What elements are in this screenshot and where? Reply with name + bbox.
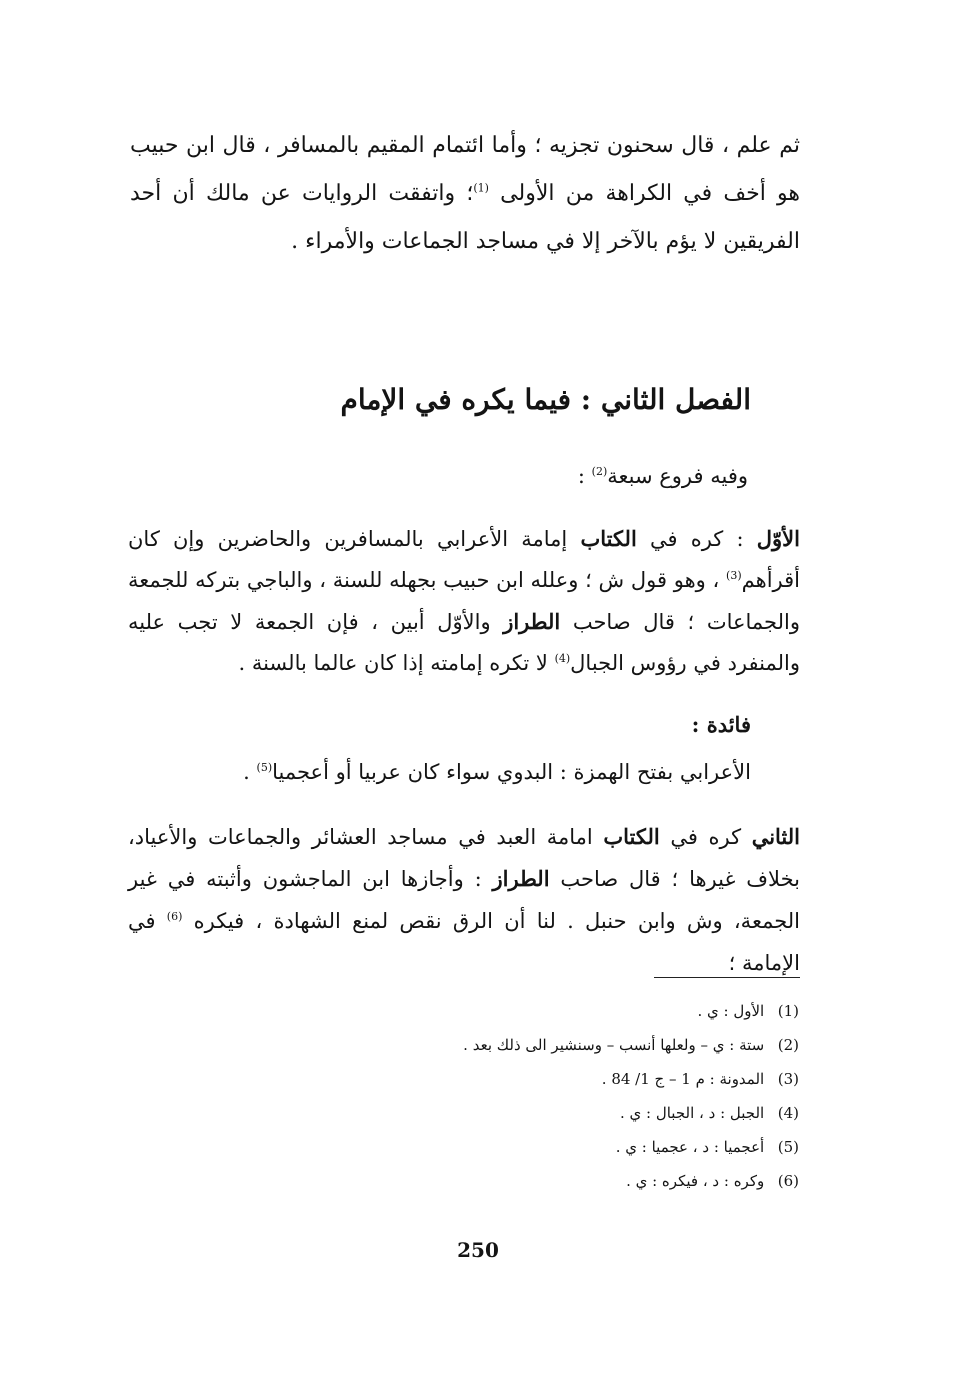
footnote-number: (2)	[777, 1036, 799, 1054]
faida-heading	[692, 712, 751, 737]
footnote-item	[463, 1168, 799, 1202]
footnote-ref-6: (6)	[166, 910, 183, 923]
footnote-item	[463, 1100, 799, 1134]
footnote-number: (1)	[777, 1002, 799, 1020]
footnote-ref-4: (4)	[554, 652, 571, 665]
section-intro	[578, 464, 748, 488]
page-number: 250	[457, 1238, 499, 1262]
faida-text	[243, 760, 751, 784]
first-branch-text-2: إمامة الأعرابي بالمسافرين والحاضرين وإن كان أقرأهم	[128, 527, 800, 592]
footnote-item	[463, 1066, 799, 1100]
second-branch-text-3: : وأجازها ابن الماجشون وأثبته في غير الجمعة، وش وابن حنبل . لنا أن الرق نقص لمنع الشهادة ، فيكره	[128, 867, 801, 933]
top-paragraph	[130, 122, 800, 266]
top-paragraph-text-2: ؛ واتفقت الروايات عن مالك أن أحد الفريقين لا يؤم بالآخر إلا في مساجد الجماعات والأمراء .	[130, 181, 800, 254]
second-branch-text-1: كره في	[659, 825, 752, 849]
kitab-term-2: الكتاب	[603, 824, 660, 849]
section-intro-text: وفيه فروع سبعة	[607, 464, 748, 488]
footnote-ref-2: (2)	[591, 465, 608, 478]
second-branch-text-4: في الإمامة ؛	[128, 909, 800, 975]
second-branch-label: الثاني	[751, 824, 801, 849]
second-branch-paragraph	[128, 816, 800, 984]
footnote-number: (3)	[777, 1070, 799, 1088]
faida-body: الأعرابي بفتح الهمزة : البدوي سواء كان عربيا أو أعجميا	[272, 760, 751, 784]
first-branch-label: الأوّل	[756, 526, 800, 551]
footnote-ref-1: (1)	[473, 181, 489, 195]
footnote-number: (6)	[777, 1172, 799, 1190]
footnote-text: الأول : ي .	[697, 1002, 765, 1020]
section-heading: الفصل الثاني : فيما يكره في الإمام	[340, 383, 751, 416]
footnote-item	[463, 998, 799, 1032]
first-branch-text-5: لا تكره إمامته إذا كان عالما بالسنة .	[238, 651, 555, 675]
first-branch-text-1: : كره في	[636, 527, 757, 551]
footnote-text: المدونة : م 1 – ج 1/ 84 .	[601, 1070, 765, 1088]
second-branch-text-2: امامة العبد في مساجد العشائر والجماعات والأعياد، بخلاف غيرها ؛ قال صاحب	[128, 825, 800, 891]
section-intro-tail: :	[577, 464, 592, 488]
footnote-item	[463, 1032, 799, 1066]
top-paragraph-text-1: ثم علم ، قال سحنون تجزيه ؛ وأما ائتمام المقيم بالمسافر ، قال ابن حبيب هو أخف في الكراهة من الأولى	[130, 133, 800, 206]
footnote-text: الجبل : د ، الجبال : ي .	[619, 1104, 765, 1122]
footnote-text: وكره : د ، فيكره : ي .	[626, 1172, 765, 1190]
footnotes	[463, 998, 799, 1202]
kitab-term: الكتاب	[580, 526, 637, 551]
faida-colon: :	[691, 712, 707, 737]
footnote-text: ستة : ي – ولعلها أنسب – وسنشير الى ذلك بعد .	[463, 1036, 765, 1054]
faida-label: فائدة	[706, 712, 751, 737]
first-branch-text-3: ، وهو قول ش ؛ وعلله ابن حبيب بجهله للسنة ، والباجي بتركه للجمعة والجماعات ؛ قال صاحب	[128, 568, 800, 634]
first-branch-text-4: والأوّل أبين ، فإن الجمعة لا تجب عليه والمنفرد في رؤوس الجبال	[128, 610, 800, 675]
taraz-term-2: الطراز	[492, 866, 550, 891]
footnote-number: (5)	[777, 1138, 799, 1156]
footnote-item	[463, 1134, 799, 1168]
footnote-separator	[654, 977, 800, 978]
taraz-term: الطراز	[503, 609, 561, 634]
footnote-text: أعجميا : د ، عجميا : ي .	[615, 1138, 765, 1156]
footnote-ref-3: (3)	[726, 569, 742, 582]
faida-tail: .	[243, 760, 257, 784]
footnote-ref-5: (5)	[256, 761, 273, 774]
footnote-number: (4)	[777, 1104, 799, 1122]
first-branch-paragraph	[128, 518, 800, 684]
